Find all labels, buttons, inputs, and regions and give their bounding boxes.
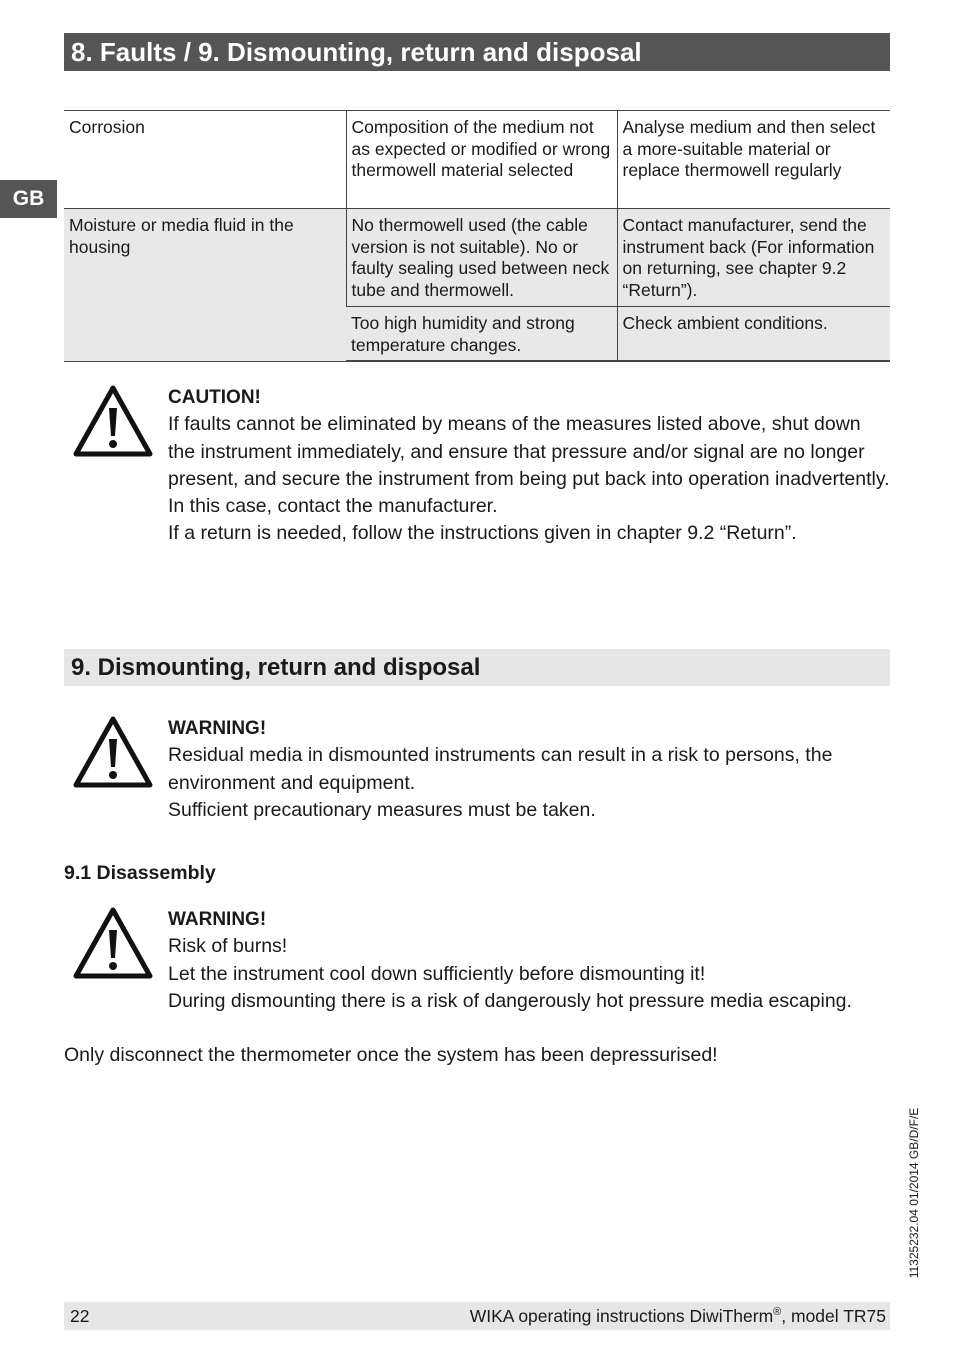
registered-mark: ® (773, 1306, 782, 1319)
caution-title: CAUTION! (168, 387, 261, 408)
measure-cell: Contact manufacturer, send the instrument back (For information on returning, see chapter 9.2 “Return”). (617, 209, 890, 307)
footer-title (470, 1302, 886, 1330)
measure-cell: Analyse medium and then select a more-suitable material or replace thermowell regularly (617, 111, 890, 209)
warning-triangle-icon (72, 906, 154, 980)
table-row (64, 209, 890, 307)
cause-cell: No thermowell used (the cable version is not suitable). No or faulty sealing used between neck tube and thermowell. (346, 209, 617, 307)
warning-title: WARNING! (168, 718, 267, 739)
warning-text: Sufficient precautionary measures must be taken. (168, 798, 596, 821)
caution-text: If a return is needed, follow the instructions given in chapter 9.2 “Return”. (168, 522, 797, 545)
warning-text: Let the instrument cool down sufficiently before dismounting it! (168, 962, 706, 985)
page-footer (64, 1302, 890, 1330)
fault-cell: Corrosion (64, 111, 346, 209)
fault-table (64, 110, 890, 362)
document-code (904, 1098, 924, 1288)
cause-cell: Too high humidity and strong temperature changes. (346, 307, 617, 362)
page-number: 22 (70, 1306, 90, 1326)
fault-cell: Moisture or media fluid in the housing (64, 209, 346, 362)
footer-title-suffix: , model TR75 (781, 1306, 886, 1326)
warning-text: During dismounting there is a risk of dangerously hot pressure media escaping. (168, 989, 852, 1012)
page-header-title: 8. Faults / 9. Dismounting, return and disposal (64, 33, 890, 71)
warning-text: Residual media in dismounted instruments can result in a risk to persons, the environment and equipment. (168, 744, 833, 794)
warning-text: Risk of burns! (168, 935, 288, 958)
table-row (64, 111, 890, 209)
cause-cell: Composition of the medium not as expected or modified or wrong thermowell material selected (346, 111, 617, 209)
warning-title: WARNING! (168, 909, 267, 930)
subsection-heading: 9.1 Disassembly (64, 862, 216, 884)
language-tab: GB (0, 180, 57, 218)
measure-cell: Check ambient conditions. (617, 307, 890, 362)
document-code-text: 11325232.04 01/2014 GB/D/F/E (907, 1107, 921, 1279)
caution-text: In this case, contact the manufacturer. (168, 495, 498, 518)
warning-triangle-icon (72, 384, 154, 458)
caution-text: If faults cannot be eliminated by means of the measures listed above, shut down the instrument immediately, and ensure that pressure and/or signal are no longer present, and secure the instrument from being put back into operation inadvertently. (168, 413, 890, 490)
warning-triangle-icon (72, 715, 154, 789)
footer-title-prefix: WIKA operating instructions DiwiTherm (469, 1306, 774, 1326)
body-paragraph: Only disconnect the thermometer once the system has been depressurised! (64, 1044, 718, 1066)
section-heading: 9. Dismounting, return and disposal (64, 649, 890, 686)
